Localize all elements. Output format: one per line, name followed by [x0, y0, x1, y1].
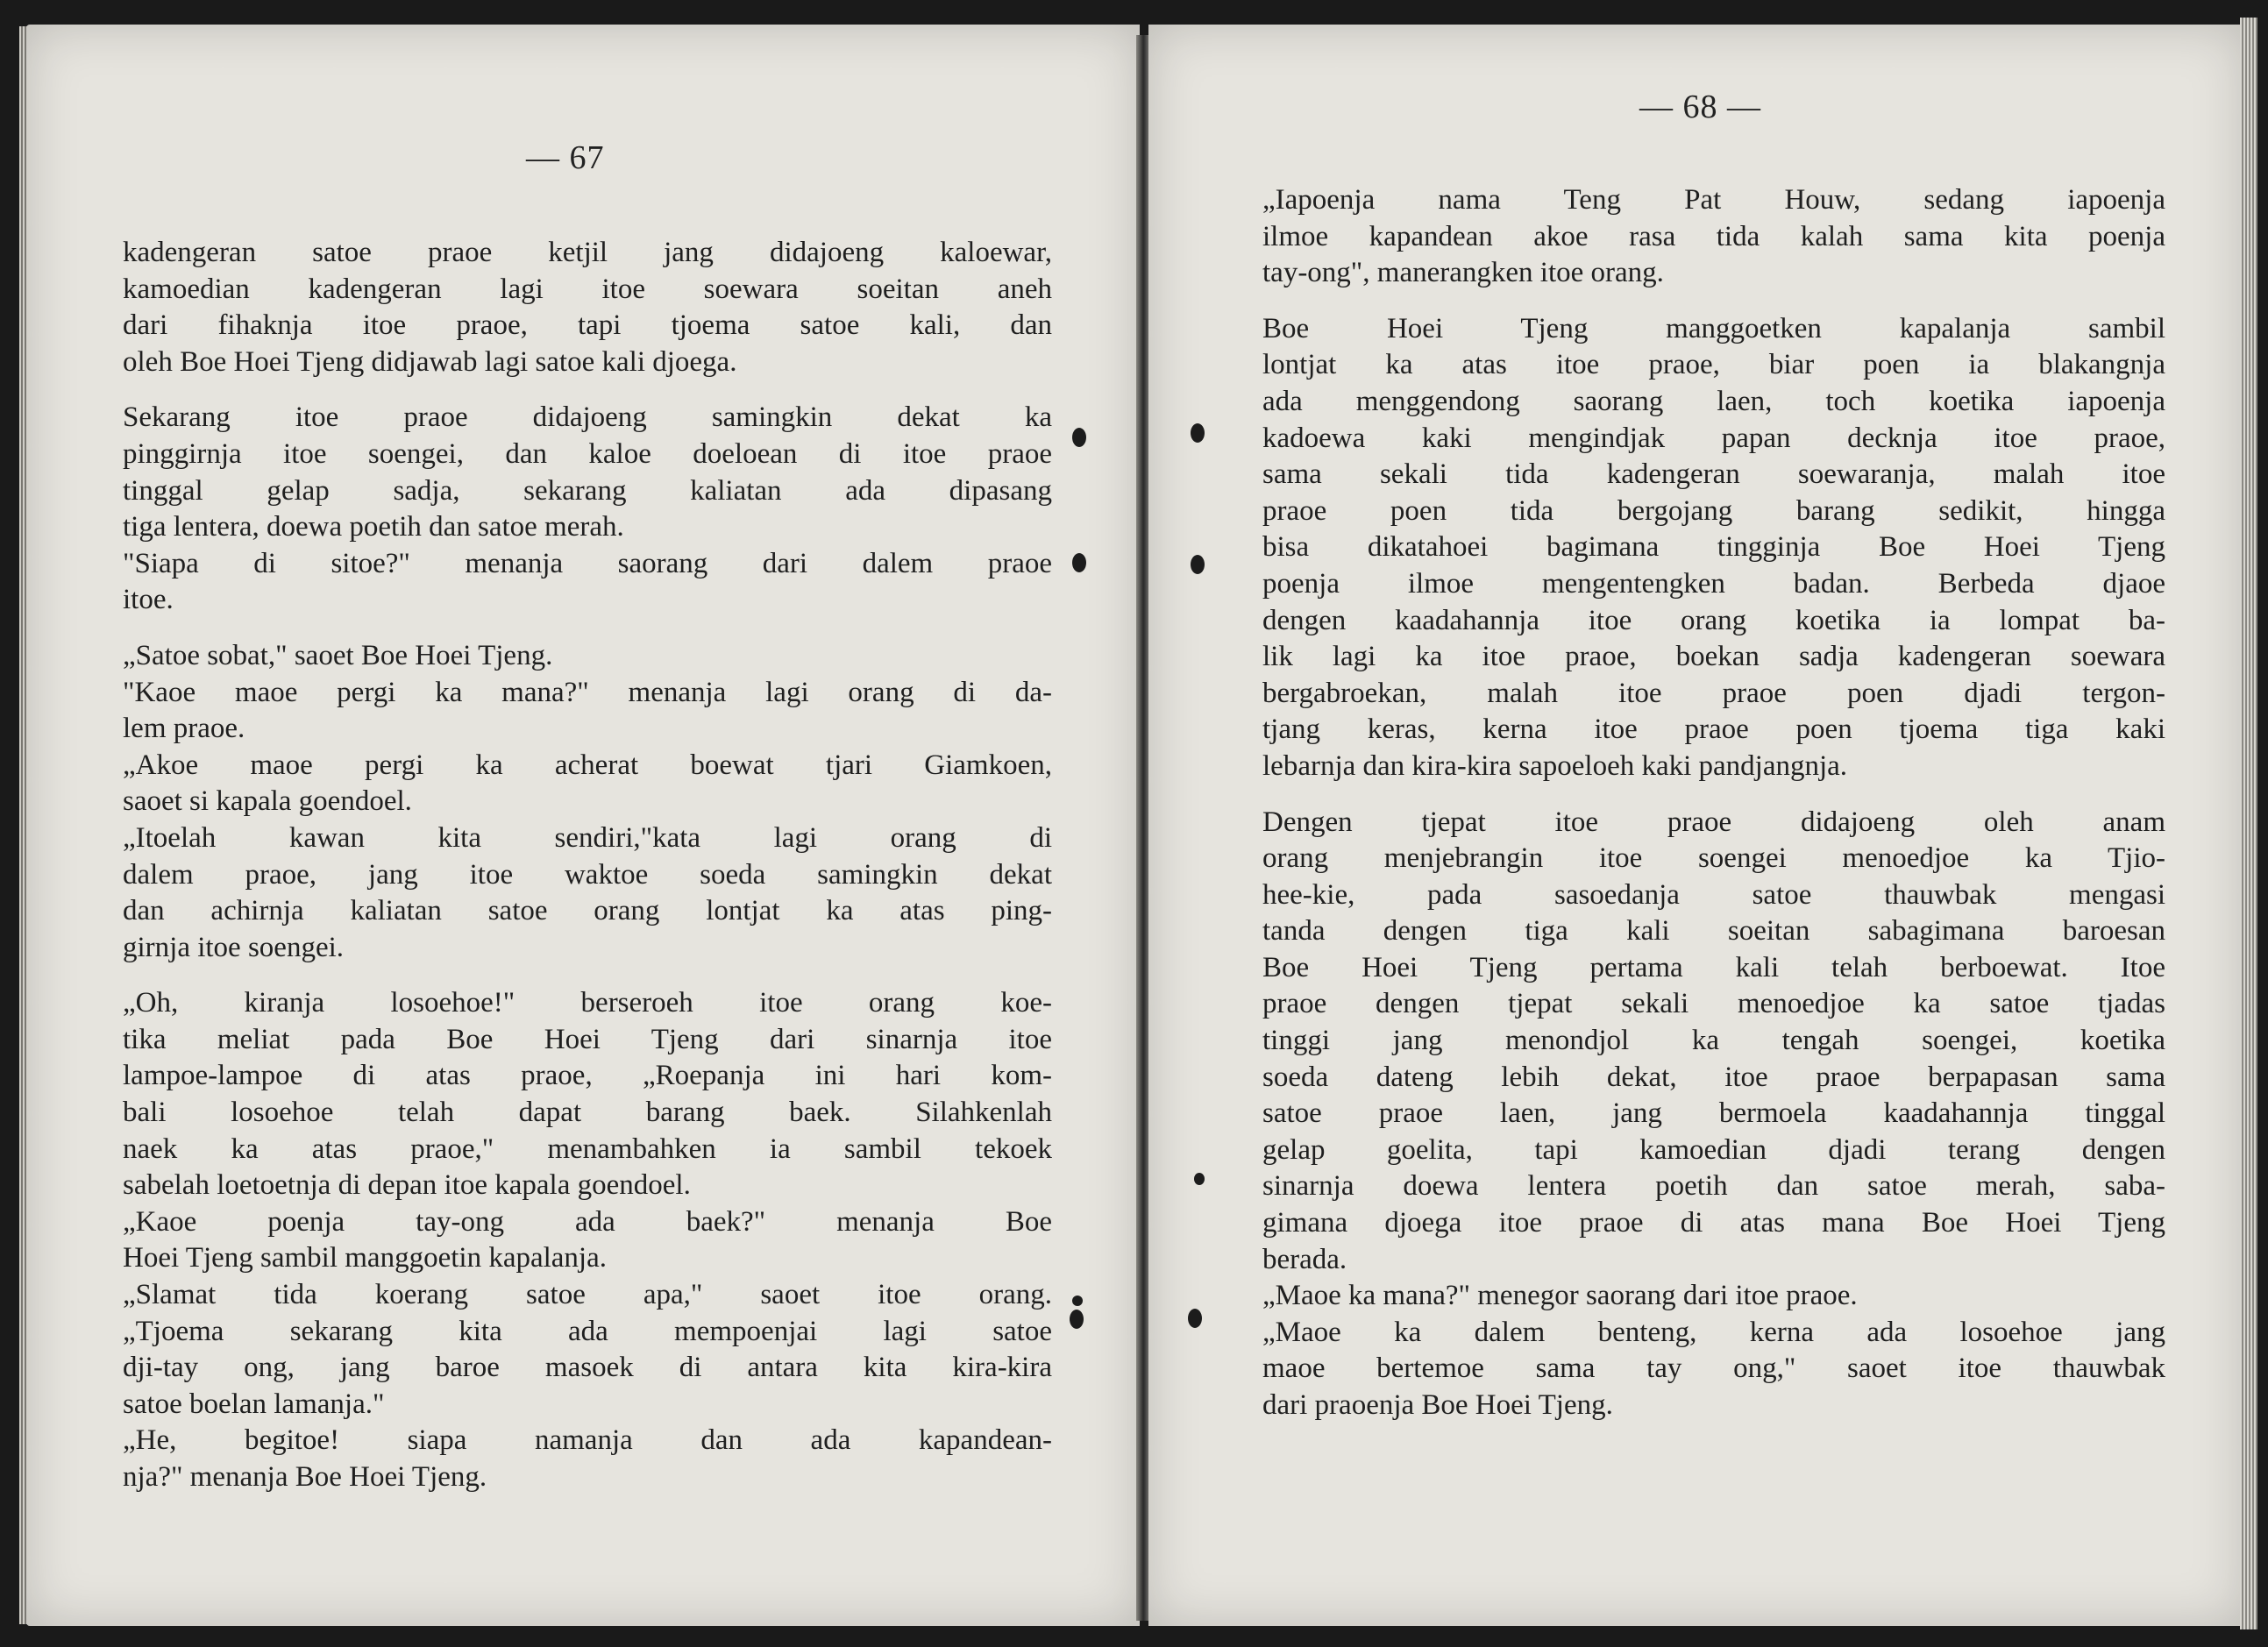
text-line: tinggi jang menondjol ka tengah soengei, koetika	[1262, 1025, 2165, 1057]
text-line: dengen kaadahannja itoe orang koetika ia lompat ba-	[1262, 604, 2165, 636]
text-line: nja?" menanja Boe Hoei Tjeng.	[123, 1461, 487, 1493]
text-line: tiga lentera, doewa poetih dan satoe merah.	[123, 511, 624, 543]
text-line: lontjat ka atas itoe praoe, biar poen ia blakangnja	[1262, 349, 2165, 381]
text-line: saoet si kapala goendoel.	[123, 785, 412, 818]
text-line: Hoei Tjeng sambil manggoetin kapalanja.	[123, 1242, 607, 1274]
text-line: dalem praoe, jang itoe waktoe soeda samingkin dekat	[123, 858, 1052, 891]
text-line: gimana djoega itoe praoe di atas mana Boe Hoei Tjeng	[1262, 1207, 2165, 1239]
text-line: lem praoe.	[123, 713, 245, 745]
text-line: satoe boelan lamanja."	[123, 1388, 385, 1420]
text-line: „Oh, kiranja losoehoe!" berseroeh itoe orang koe-	[123, 987, 1052, 1019]
text-line: pinggirnja itoe soengei, dan kaloe doeloean di itoe praoe	[123, 437, 1052, 470]
text-line: satoe praoe laen, jang bermoela kaadahannja tinggal	[1262, 1097, 2165, 1130]
ink-blot	[1070, 1310, 1084, 1329]
text-line: "Kaoe maoe pergi ka mana?" menanja lagi orang di da-	[123, 676, 1052, 708]
page-text	[1262, 182, 2165, 1424]
text-line: tjang keras, kerna itoe praoe poen tjoema tiga kaki	[1262, 713, 2165, 746]
text-line: kadengeran satoe praoe ketjil jang didajoeng kaloewar,	[123, 237, 1052, 268]
text-line: gelap goelita, tapi kamoedian djadi terang dengen	[1262, 1133, 2165, 1166]
text-line: „Tjoema sekarang kita ada mempoenjai lagi satoe	[123, 1315, 1052, 1347]
text-line: kamoedian kadengeran lagi itoe soewara soeitan aneh	[123, 273, 1052, 305]
text-line: poenja ilmoe mengentengken badan. Berbeda djaoe	[1262, 567, 2165, 600]
ink-blot	[1072, 1296, 1083, 1306]
text-line: „Maoe ka mana?" menegor saorang dari itoe praoe.	[1262, 1280, 1858, 1312]
text-line: itoe.	[123, 584, 174, 616]
text-line: girnja itoe soengei.	[123, 931, 345, 963]
text-line: naek ka atas praoe," menambahken ia sambil tekoek	[123, 1132, 1052, 1165]
text-line: „Kaoe poenja tay-ong ada baek?" menanja Boe	[123, 1205, 1052, 1238]
text-line: dan achirnja kaliatan satoe orang lontjat ka atas ping-	[123, 895, 1052, 927]
text-line: berada.	[1262, 1243, 1347, 1275]
text-line: „Akoe maoe pergi ka acherat boewat tjari Giamkoen,	[123, 749, 1052, 781]
ink-blot	[1191, 555, 1205, 574]
ink-blot	[1194, 1173, 1205, 1185]
text-line: praoe poen tida bergojang barang sedikit, hingga	[1262, 494, 2165, 527]
text-line: „Slamat tida koerang satoe apa," saoet itoe orang.	[123, 1279, 1052, 1311]
text-line: oleh Boe Hoei Tjeng didjawab lagi satoe kali djoega.	[123, 345, 737, 378]
text-line: tanda dengen tiga kali soeitan sabagimana baroesan	[1262, 915, 2165, 948]
text-line: lebarnja dan kira-kira sapoeloeh kaki pandjangnja.	[1262, 749, 1848, 782]
right-page	[1148, 25, 2244, 1626]
text-line: sinarnja doewa lentera poetih dan satoe merah, saba-	[1262, 1170, 2165, 1203]
text-line: „Iapoenja nama Teng Pat Houw, sedang iapoenja	[1262, 184, 2165, 216]
text-line: hee-kie, pada sasoedanja satoe thauwbak mengasi	[1262, 878, 2165, 911]
text-line: „Maoe ka dalem benteng, kerna ada losoehoe jang	[1262, 1316, 2165, 1348]
page-text	[123, 235, 1052, 1496]
text-line: Boe Hoei Tjeng manggoetken kapalanja sambil	[1262, 312, 2165, 344]
ink-blot	[1072, 428, 1086, 447]
text-line: Sekarang itoe praoe didajoeng samingkin dekat ka	[123, 401, 1052, 434]
text-line: Dengen tjepat itoe praoe didajoeng oleh anam	[1262, 806, 2165, 838]
text-line: „Itoelah kawan kita sendiri,"kata lagi orang di	[123, 821, 1052, 854]
text-line: ilmoe kapandean akoe rasa tida kalah sama kita poenja	[1262, 220, 2165, 252]
text-line: tika meliat pada Boe Hoei Tjeng dari sinarnja itoe	[123, 1023, 1052, 1055]
right-page-edge	[2240, 18, 2257, 1629]
text-line: lampoe-lampoe di atas praoe, „Roepanja ini hari kom-	[123, 1060, 1052, 1092]
text-line: dji-tay ong, jang baroe masoek di antara kita kira-kira	[123, 1352, 1052, 1384]
text-line: tay-ong", manerangken itoe orang.	[1262, 257, 1664, 289]
ink-blot	[1072, 553, 1086, 572]
text-line: bergabroekan, malah itoe praoe poen djadi tergon-	[1262, 677, 2165, 709]
ink-blot	[1191, 423, 1205, 443]
text-line: kadoewa kaki mengindjak papan decknja itoe praoe,	[1262, 422, 2165, 454]
page-number: — 67	[526, 139, 605, 176]
text-line: maoe bertemoe sama tay ong," saoet itoe thauwbak	[1262, 1352, 2165, 1385]
text-line: dari fihaknja itoe praoe, tapi tjoema satoe kali, dan	[123, 309, 1052, 342]
page-number: — 68 —	[1639, 89, 1761, 125]
text-line: lik lagi ka itoe praoe, boekan sadja kadengeran soewara	[1262, 641, 2165, 673]
left-page	[26, 25, 1140, 1626]
text-line: orang menjebrangin itoe soengei menoedjoe ka Tjio-	[1262, 842, 2165, 875]
text-line: bali losoehoe telah dapat barang baek. Silahkenlah	[123, 1097, 1052, 1129]
text-line: Boe Hoei Tjeng pertama kali telah berboewat. Itoe	[1262, 951, 2165, 983]
text-line: sabelah loetoetnja di depan itoe kapala goendoel.	[123, 1169, 691, 1202]
text-line: soeda dateng lebih dekat, itoe praoe berpapasan sama	[1262, 1061, 2165, 1093]
text-line: praoe dengen tjepat sekali menoedjoe ka satoe tjadas	[1262, 988, 2165, 1020]
text-line: sama sekali tida kadengeran soewaranja, malah itoe	[1262, 458, 2165, 491]
text-line: dari praoenja Boe Hoei Tjeng.	[1262, 1389, 1613, 1421]
ink-blot	[1188, 1309, 1202, 1328]
text-line: tinggal gelap sadja, sekarang kaliatan ada dipasang	[123, 474, 1052, 507]
text-line: bisa dikatahoei bagimana tingginja Boe Hoei Tjeng	[1262, 531, 2165, 564]
text-line: „He, begitoe! siapa namanja dan ada kapandean-	[123, 1424, 1052, 1457]
text-line: „Satoe sobat," saoet Boe Hoei Tjeng.	[123, 639, 553, 671]
text-line: ada menggendong saorang laen, toch koetika iapoenja	[1262, 385, 2165, 417]
text-line: "Siapa di sitoe?" menanja saorang dari dalem praoe	[123, 547, 1052, 579]
